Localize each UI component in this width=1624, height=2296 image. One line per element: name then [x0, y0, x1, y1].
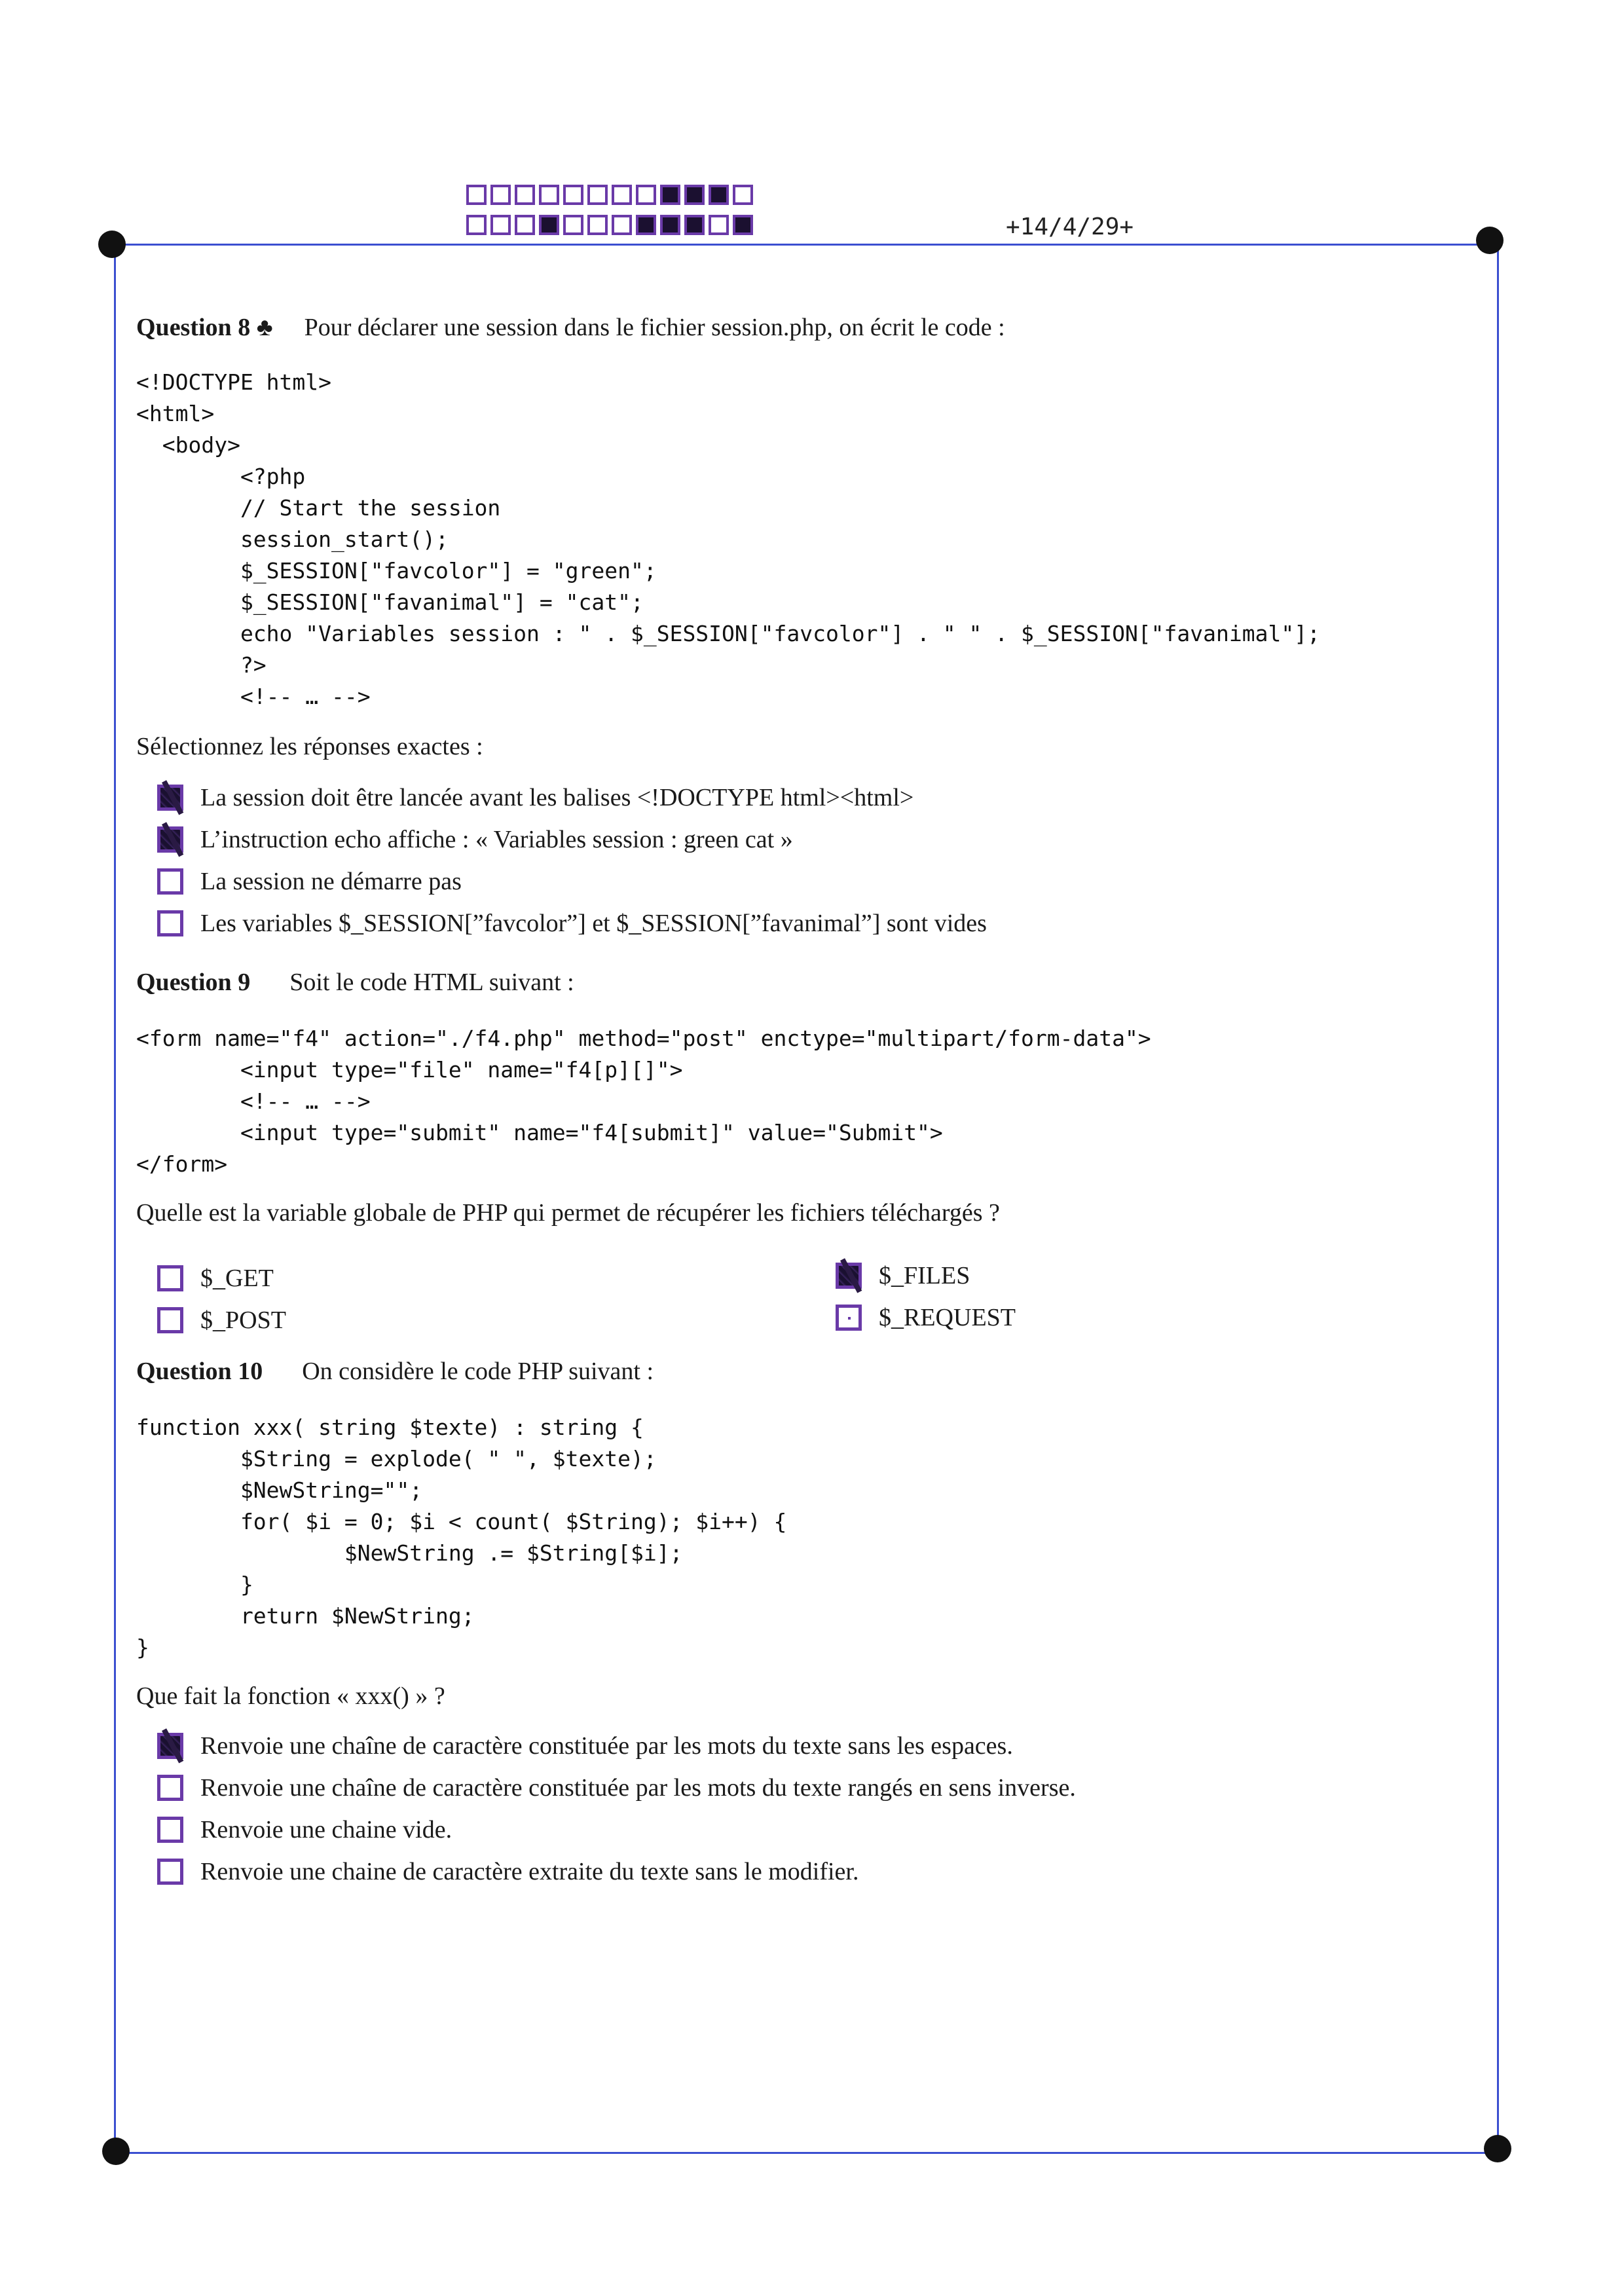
q8-option-3-checkbox[interactable] — [157, 868, 183, 895]
q8-option-3-label: La session ne démarre pas — [200, 868, 462, 895]
q8-option-1[interactable] — [157, 783, 913, 812]
id-top-box-9 — [660, 185, 680, 205]
corner-marker-bottom-right — [1484, 2135, 1511, 2162]
sheet-id-boxes-bottom — [466, 215, 757, 235]
id-bottom-box-7 — [612, 215, 632, 235]
id-top-box-7 — [612, 185, 632, 205]
q8-option-4-checkbox[interactable] — [157, 910, 183, 936]
question-9-text: Soit le code HTML suivant : — [289, 969, 574, 996]
question-10-title: Question 10 — [136, 1358, 263, 1385]
id-top-box-4 — [539, 185, 559, 205]
frame-bottom — [114, 2152, 1499, 2154]
q8-option-2-label: L’instruction echo affiche : « Variables session : green cat » — [200, 826, 793, 853]
id-top-box-3 — [515, 185, 535, 205]
q9-option-get-label: $_GET — [200, 1265, 274, 1292]
q8-option-3[interactable] — [157, 867, 462, 896]
question-10-code: function xxx( string $texte) : string { $String = explode( " ", $texte); $NewString=""; for( $i = 0; $i < count( $String); $i++) { $NewString .= $String[$i]; } return $NewString; } — [136, 1415, 787, 1660]
question-8-title: Question 8 ♣ — [136, 314, 273, 341]
q10-option-3-label: Renvoie une chaine vide. — [200, 1816, 452, 1843]
q10-option-1[interactable] — [157, 1731, 1013, 1760]
id-bottom-box-2 — [490, 215, 511, 235]
question-8-text: Pour déclarer une session dans le fichier session.php, on écrit le code : — [304, 314, 1005, 341]
q8-option-1-checkbox[interactable] — [157, 785, 183, 811]
q9-option-get-checkbox[interactable] — [157, 1265, 183, 1291]
id-top-box-12 — [733, 185, 753, 205]
q10-option-3-checkbox[interactable] — [157, 1817, 183, 1843]
q10-option-3[interactable] — [157, 1815, 452, 1844]
id-top-box-1 — [466, 185, 487, 205]
id-bottom-box-6 — [587, 215, 608, 235]
q10-option-4[interactable] — [157, 1857, 858, 1886]
id-top-box-10 — [684, 185, 705, 205]
q10-option-2-checkbox[interactable] — [157, 1775, 183, 1801]
id-bottom-box-8 — [636, 215, 656, 235]
id-bottom-box-3 — [515, 215, 535, 235]
q10-option-4-label: Renvoie une chaine de caractère extraite du texte sans le modifier. — [200, 1858, 859, 1885]
sheet-id-boxes-top — [466, 185, 757, 205]
q9-option-files-label: $_FILES — [879, 1262, 970, 1289]
q9-option-post[interactable] — [157, 1306, 286, 1335]
corner-marker-bottom-left — [102, 2138, 130, 2165]
q10-option-4-checkbox[interactable] — [157, 1859, 183, 1885]
q8-option-4[interactable] — [157, 909, 987, 938]
q8-option-1-label: La session doit être lancée avant les balises <!DOCTYPE html><html> — [200, 784, 914, 811]
id-bottom-box-11 — [709, 215, 729, 235]
question-10-header — [136, 1357, 654, 1386]
q9-option-post-label: $_POST — [200, 1306, 286, 1334]
q9-option-request-checkbox[interactable] — [836, 1305, 862, 1331]
question-10-text: On considère le code PHP suivant : — [302, 1358, 654, 1385]
id-bottom-box-10 — [684, 215, 705, 235]
id-top-box-6 — [587, 185, 608, 205]
q10-option-2[interactable] — [157, 1773, 1076, 1802]
question-8-prompt: Sélectionnez les réponses exactes : — [136, 733, 483, 760]
q10-option-2-label: Renvoie une chaîne de caractère constituée par les mots du texte rangés en sens inverse. — [200, 1774, 1076, 1802]
corner-marker-top-left — [98, 231, 126, 258]
id-top-box-5 — [563, 185, 583, 205]
q8-option-2-checkbox[interactable] — [157, 826, 183, 853]
corner-marker-top-right — [1476, 227, 1504, 254]
frame-right — [1497, 244, 1499, 2153]
id-bottom-box-1 — [466, 215, 487, 235]
frame-left — [114, 244, 116, 2153]
q9-option-request[interactable] — [836, 1303, 1016, 1332]
question-8 — [136, 313, 1472, 342]
q8-option-4-label: Les variables $_SESSION[”favcolor”] et $_SESSION[”favanimal”] sont vides — [200, 910, 987, 937]
q9-option-get[interactable] — [157, 1264, 274, 1293]
question-9-prompt: Quelle est la variable globale de PHP qui permet de récupérer les fichiers téléchargés ? — [136, 1199, 1000, 1227]
id-top-box-11 — [709, 185, 729, 205]
frame-top — [111, 244, 1489, 246]
question-8-header — [136, 313, 1472, 342]
id-top-box-8 — [636, 185, 656, 205]
id-top-box-2 — [490, 185, 511, 205]
sheet-id: +14/4/29+ — [1006, 213, 1134, 240]
id-bottom-box-9 — [660, 215, 680, 235]
question-9-code: <form name="f4" action="./f4.php" method="post" enctype="multipart/form-data"> <input type="file" name="f4[p][]"> <!-- … --> <input type="submit" name="f4[submit]" value="Submit"> </form> — [136, 1026, 1151, 1177]
question-9-header — [136, 968, 574, 997]
q9-option-post-checkbox[interactable] — [157, 1307, 183, 1333]
q9-option-request-label: $_REQUEST — [879, 1304, 1016, 1331]
question-8-code: <!DOCTYPE html> <html> <body> <?php // Start the session session_start(); $_SESSION["favcolor"] = "green"; $_SESSION["favanimal"] = "cat"; echo "Variables session : " . $_SESSION["favcolor"] . " " . $_SESSION["favanimal"]; ?> <!-- … --> — [136, 369, 1320, 709]
q9-option-files-checkbox[interactable] — [836, 1263, 862, 1289]
id-bottom-box-4 — [539, 215, 559, 235]
q10-option-1-checkbox[interactable] — [157, 1733, 183, 1759]
id-bottom-box-5 — [563, 215, 583, 235]
question-9-title: Question 9 — [136, 969, 251, 996]
question-10-prompt: Que fait la fonction « xxx() » ? — [136, 1682, 445, 1710]
id-bottom-box-12 — [733, 215, 753, 235]
q10-option-1-label: Renvoie une chaîne de caractère constituée par les mots du texte sans les espaces. — [200, 1732, 1013, 1760]
q9-option-files[interactable] — [836, 1261, 970, 1290]
q8-option-2[interactable] — [157, 825, 793, 854]
